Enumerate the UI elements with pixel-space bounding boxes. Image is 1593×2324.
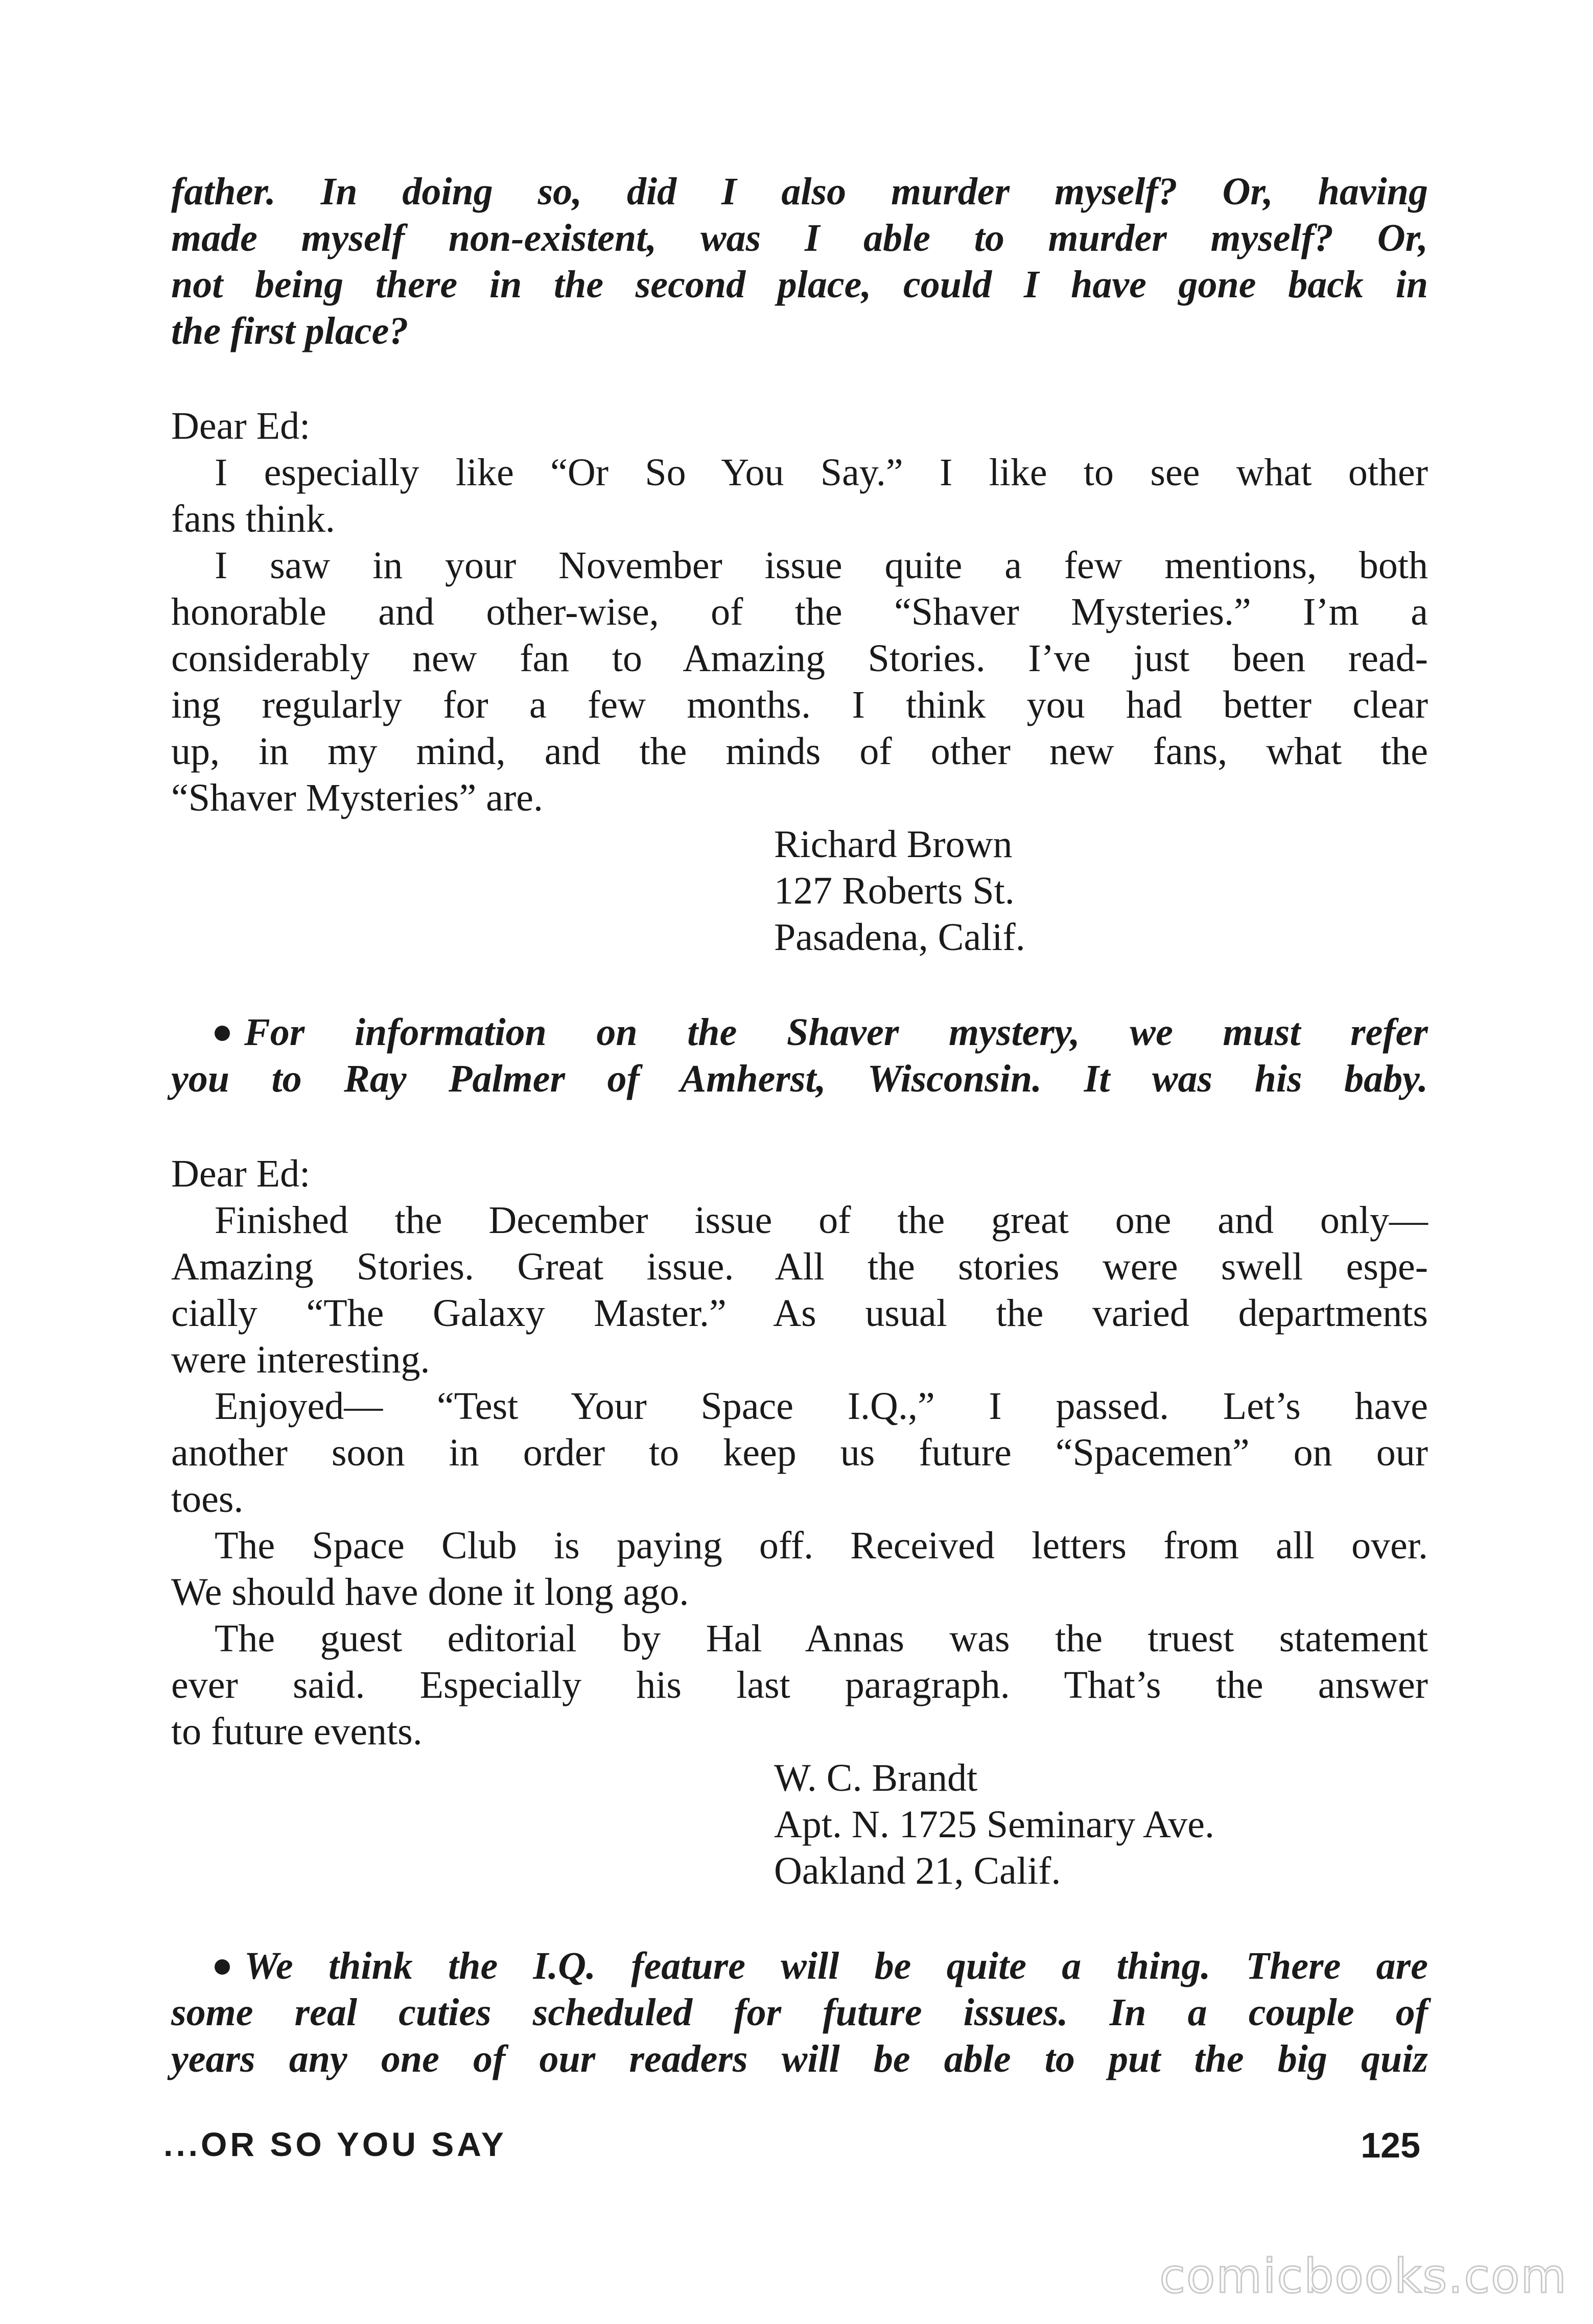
opening-paragraph xyxy=(171,169,1428,354)
editor-reply xyxy=(171,1009,1428,1102)
editor-reply xyxy=(171,1943,1428,2082)
reply-line: some real cuties scheduled for future issues. In a couple of xyxy=(171,1991,1428,2034)
letter-wc-brandt xyxy=(171,1151,1428,2082)
text-line: made myself non-existent, was I able to murder myself? Or, xyxy=(171,217,1428,259)
text-line: I saw in your November issue quite a few mentions, both xyxy=(215,544,1428,587)
reply-line: you to Ray Palmer of Amherst, Wisconsin. It was his baby. xyxy=(171,1057,1428,1100)
text-line: father. In doing so, did I also murder myself? Or, having xyxy=(171,170,1428,213)
text-line: Finished the December issue of the great one and only— xyxy=(215,1199,1428,1242)
signature-city: Pasadena, Calif. xyxy=(774,916,1025,959)
text-line: The Space Club is paying off. Received letters from all over. xyxy=(215,1524,1428,1567)
bullet-icon xyxy=(215,1959,230,1975)
signature-city: Oakland 21, Calif. xyxy=(774,1849,1061,1892)
running-title: ...OR SO YOU SAY xyxy=(163,2125,507,2163)
signature-name: Richard Brown xyxy=(774,823,1013,866)
salutation: Dear Ed: xyxy=(171,1152,311,1195)
text-line: honorable and other-wise, of the “Shaver Mysteries.” I’m a xyxy=(171,590,1428,633)
watermark-logo: comicbooks.com xyxy=(1159,2249,1567,2304)
text-line: The guest editorial by Hal Annas was the truest statement xyxy=(215,1617,1428,1660)
text-line: cially “The Galaxy Master.” As usual the varied departments xyxy=(171,1292,1428,1335)
text-line: “Shaver Mysteries” are. xyxy=(171,776,544,819)
reply-line: We think the I.Q. feature will be quite a thing. There are xyxy=(171,1943,1428,1989)
page-body xyxy=(171,169,1428,2082)
text-line: Enjoyed— “Test Your Space I.Q.,” I passed. Let’s have xyxy=(215,1385,1428,1428)
text-line: the first place? xyxy=(171,310,409,352)
signature-name: W. C. Brandt xyxy=(774,1757,978,1799)
text-line: We should have done it long ago. xyxy=(171,1571,689,1614)
signature-address: Apt. N. 1725 Seminary Ave. xyxy=(774,1803,1214,1846)
text-line: considerably new fan to Amazing Stories. I’ve just been read- xyxy=(171,637,1428,680)
reply-line: For information on the Shaver mystery, we must refer xyxy=(171,1009,1428,1056)
text-line: were interesting. xyxy=(171,1338,430,1381)
page-footer xyxy=(163,2125,1420,2171)
text-line: I especially like “Or So You Say.” I like to see what other xyxy=(215,451,1428,494)
text-line: Amazing Stories. Great issue. All the stories were swell espe- xyxy=(171,1245,1428,1288)
signature-address: 127 Roberts St. xyxy=(774,869,1015,912)
page-number: 125 xyxy=(1361,2125,1420,2165)
text-line: fans think. xyxy=(171,497,335,540)
text-line: to future events. xyxy=(171,1710,423,1753)
reply-line: years any one of our readers will be able to put the big quiz xyxy=(171,2037,1428,2080)
signature-block xyxy=(171,1755,1428,1894)
text-line: up, in my mind, and the minds of other new fans, what the xyxy=(171,730,1428,773)
bullet-icon xyxy=(215,1026,230,1041)
salutation: Dear Ed: xyxy=(171,405,311,447)
text-line: ever said. Especially his last paragraph. That’s the answer xyxy=(171,1664,1428,1706)
signature-block xyxy=(171,821,1428,961)
text-line: ing regularly for a few months. I think you had better clear xyxy=(171,683,1428,726)
text-line: toes. xyxy=(171,1478,244,1521)
letter-richard-brown xyxy=(171,403,1428,1102)
text-line: not being there in the second place, could I have gone back in xyxy=(171,263,1428,306)
text-line: another soon in order to keep us future “Spacemen” on our xyxy=(171,1431,1428,1474)
